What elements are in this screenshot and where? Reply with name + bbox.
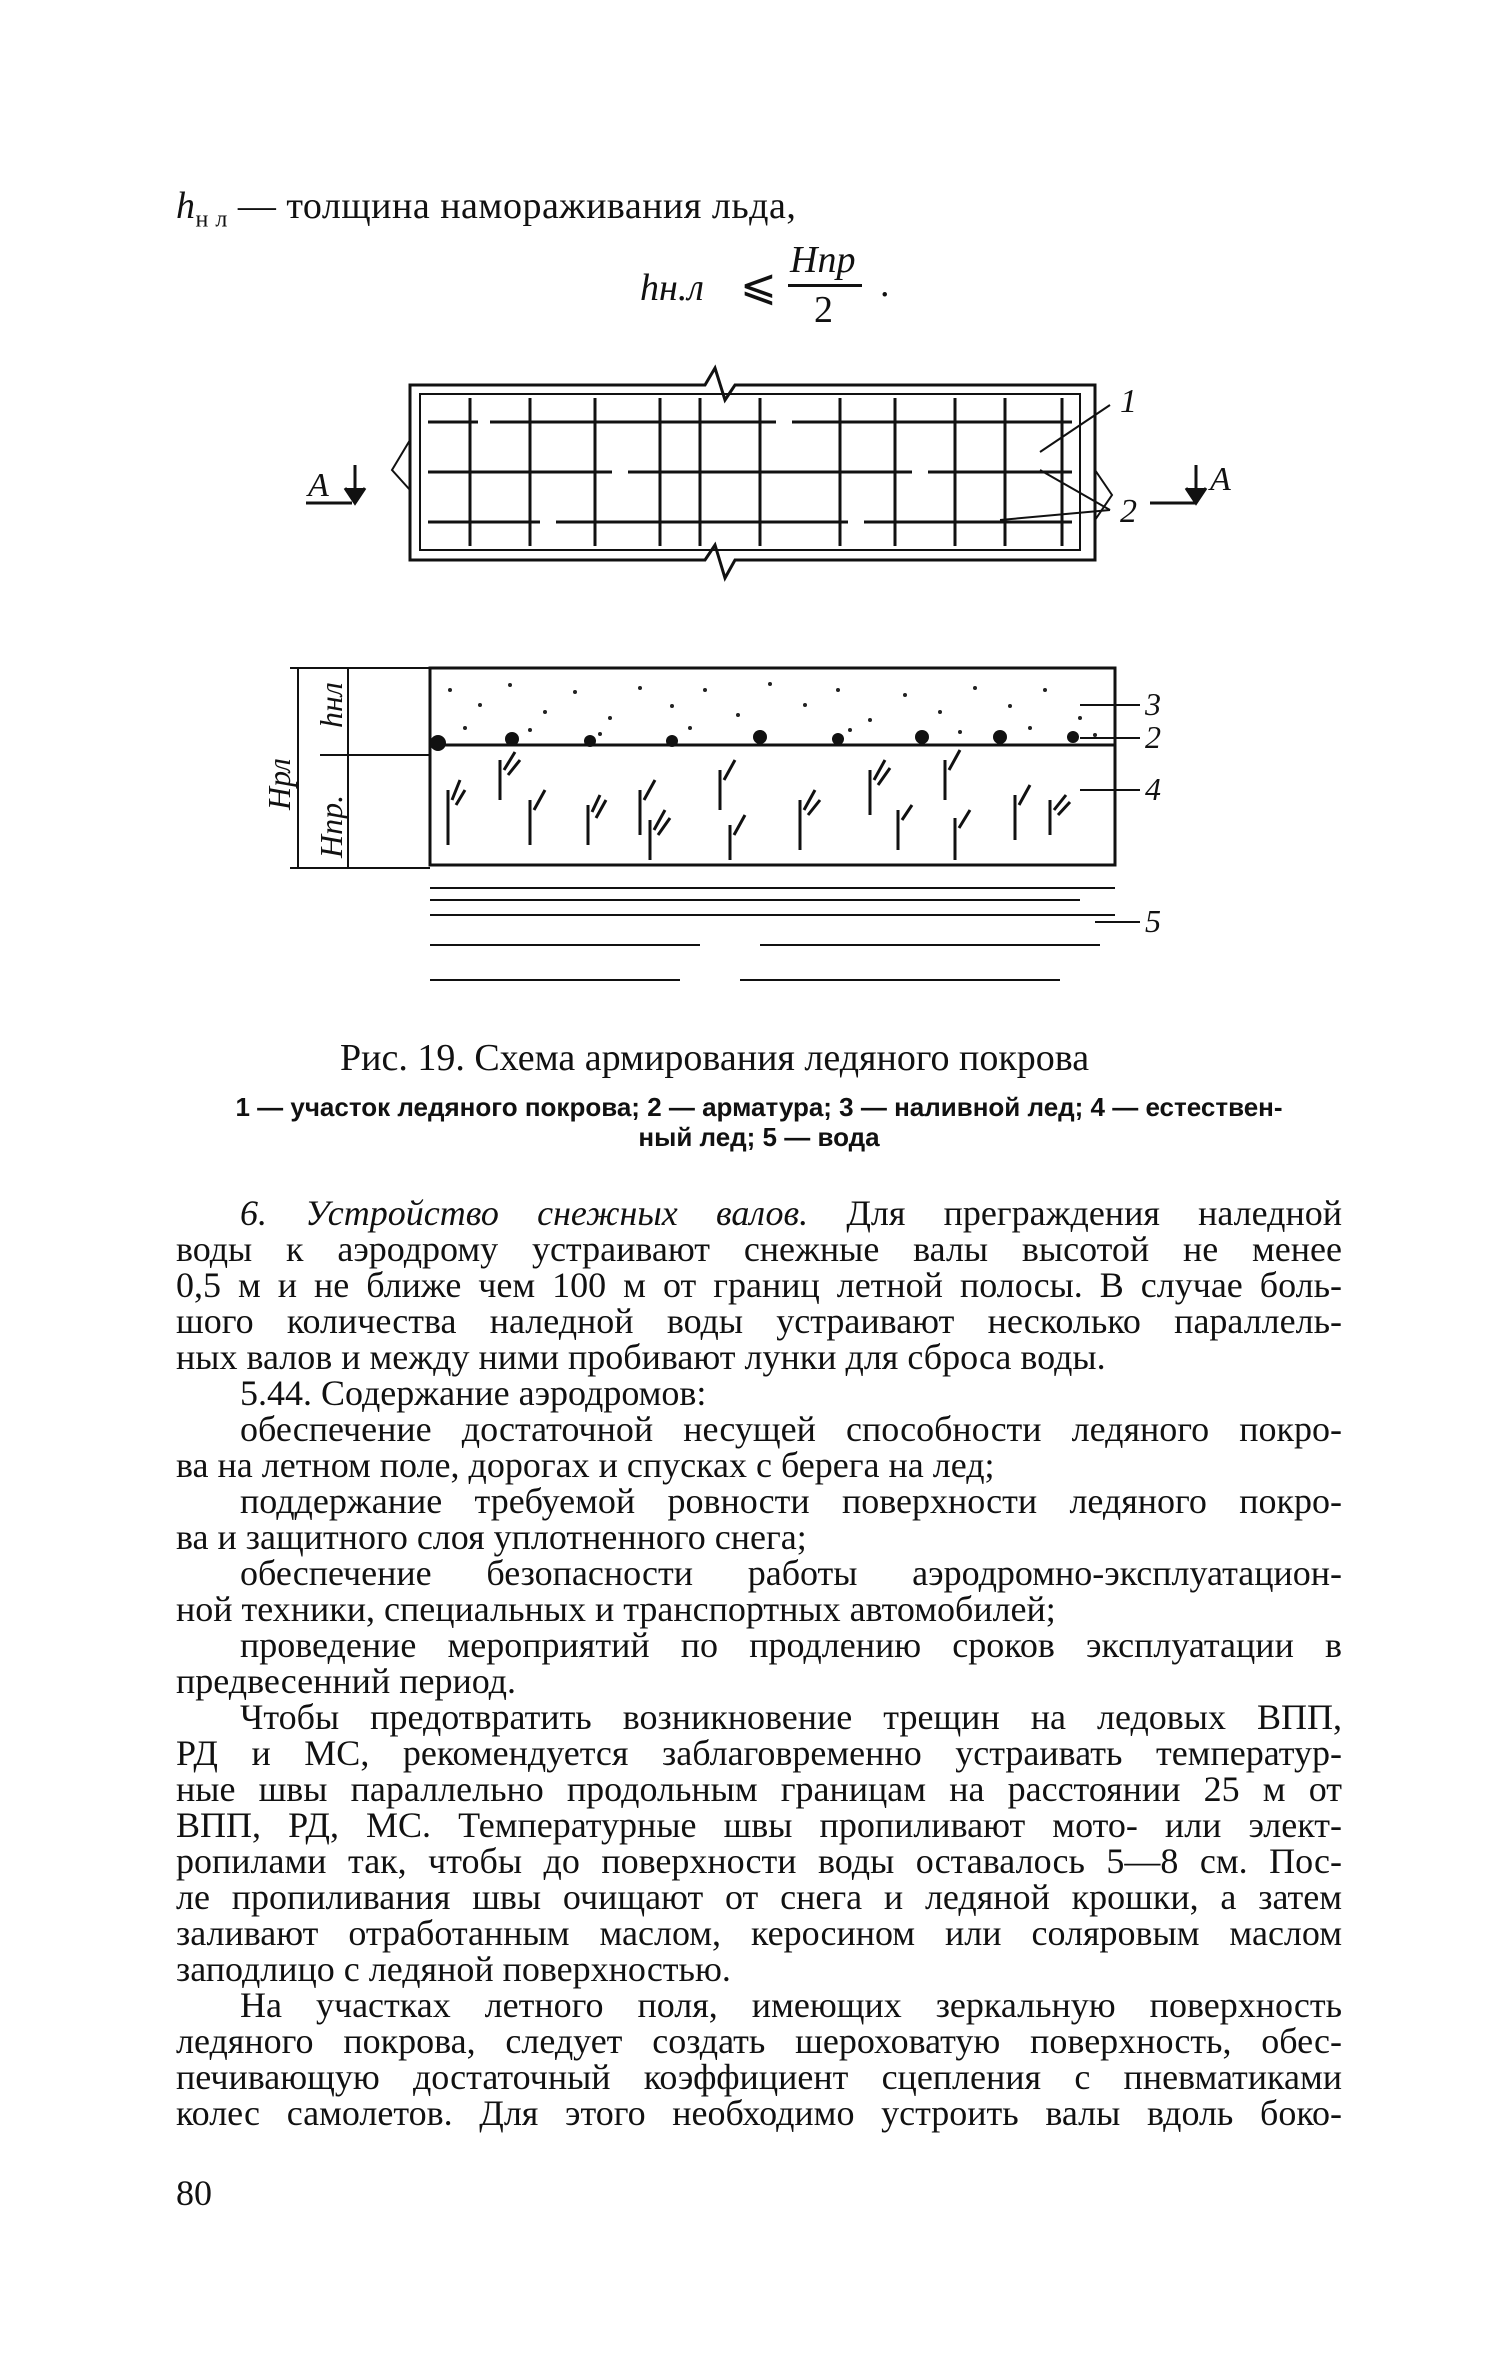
dim-h-nl: hнл xyxy=(313,682,349,728)
formula-lhs: hн.л xyxy=(640,267,704,309)
formula-end: . xyxy=(880,263,890,305)
text-line: ной техники, специальных и транспортных автомобилей; xyxy=(176,1589,1056,1629)
text-line: заподлицо с ледяной поверхностью. xyxy=(176,1949,731,1989)
dim-h-pl: Hрл xyxy=(261,758,297,810)
plan-labels xyxy=(306,383,1231,530)
text-line: ропилами так, чтобы до поверхности воды оставалось 5—8 см. Пос- xyxy=(176,1841,1342,1881)
legend-line-1: 1 — участок ледяного покрова; 2 — арматура; 3 — наливной лед; 4 — естествен- xyxy=(235,1092,1283,1122)
page-number: 80 xyxy=(176,2173,212,2213)
figure-legend xyxy=(176,1092,1342,1152)
poured-ice-stipple xyxy=(448,682,1097,737)
text-line: шого количества наледной воды устраивают несколько параллель- xyxy=(176,1301,1342,1341)
text-line: обеспечение безопасности работы аэродромно-эксплуатацион- xyxy=(240,1553,1342,1593)
intro-symbol-sub: н л xyxy=(195,206,228,233)
rebar-dots xyxy=(430,730,1079,751)
text-line: колес самолетов. Для этого необходимо устроить валы вдоль боко- xyxy=(176,2093,1342,2133)
text-line: ва на летном поле, дорогах и спусках с берега на лед; xyxy=(176,1445,995,1485)
section-5-44-heading: 5.44. Содержание аэродромов: xyxy=(240,1373,707,1413)
section-mark-right: A xyxy=(1210,461,1231,498)
snow-ridges-heading: 6. Устройство снежных валов. xyxy=(240,1193,809,1233)
plan-view xyxy=(306,368,1206,578)
section-mark-left: A xyxy=(308,467,329,504)
body-text xyxy=(176,1195,1342,2131)
text-line: проведение мероприятий по продлению сроков эксплуатации в xyxy=(240,1625,1342,1665)
text-line: ВПП, РД, МС. Температурные швы пропиливают мото- или элект- xyxy=(176,1805,1342,1845)
text-line: ле пропиливания швы очищают от снега и ледяной крошки, а затем xyxy=(176,1877,1342,1917)
label-poured-ice: 3 xyxy=(1145,686,1161,722)
formula-denominator: 2 xyxy=(814,289,833,331)
plan-label-1: 1 xyxy=(1120,383,1137,420)
text-line: воды к аэродрому устраивают снежные валы высотой не менее xyxy=(176,1229,1342,1269)
text-line: На участках летного поля, имеющих зеркальную поверхность xyxy=(240,1985,1342,2025)
figure-svg xyxy=(0,0,1500,1030)
formula-numerator: Hпр xyxy=(790,239,856,281)
label-rebar: 2 xyxy=(1145,719,1161,755)
text-line: РД и МС, рекомендуется заблаговременно устраивать температур- xyxy=(176,1733,1342,1773)
legend-line-2: ный лед; 5 — вода xyxy=(638,1122,880,1152)
natural-ice-hatching xyxy=(448,750,1070,860)
text-line: поддержание требуемой ровности поверхности ледяного покро- xyxy=(240,1481,1342,1521)
label-water: 5 xyxy=(1145,903,1161,939)
label-natural-ice: 4 xyxy=(1145,771,1161,807)
formula-relation: ⩽ xyxy=(740,261,777,310)
text-line: предвесенний период. xyxy=(176,1661,516,1701)
paragraph-snow-ridges xyxy=(176,1195,1342,1231)
text-line: обеспечение достаточной несущей способности ледяного покро- xyxy=(240,1409,1342,1449)
text-line: ледяного покрова, следует создать шероховатую поверхность, обес- xyxy=(176,2021,1342,2061)
text-line: ва и защитного слоя уплотненного снега; xyxy=(176,1517,807,1557)
dim-h-pr: Hпр. xyxy=(313,794,349,858)
text-line: печивающую достаточный коэффициент сцепления с пневматиками xyxy=(176,2057,1342,2097)
text-line: Для преграждения наледной xyxy=(808,1193,1342,1233)
figure-caption: Рис. 19. Схема армирования ледяного покрова xyxy=(340,1037,1090,1079)
text-line: 0,5 м и не ближе чем 100 м от границ летной полосы. В случае боль- xyxy=(176,1265,1342,1305)
text-line: Чтобы предотвратить возникновение трещин на ледовых ВПП, xyxy=(240,1697,1342,1737)
text-line: заливают отработанным маслом, керосином или соляровым маслом xyxy=(176,1913,1342,1953)
intro-text: — толщина намораживания льда, xyxy=(227,185,797,227)
text-line: ные швы параллельно продольным границам на расстоянии 25 м от xyxy=(176,1769,1342,1809)
plan-label-2: 2 xyxy=(1120,493,1137,530)
cross-section xyxy=(290,668,1140,980)
text-line: ных валов и между ними пробивают лунки для сброса воды. xyxy=(176,1337,1106,1377)
intro-symbol: h xyxy=(176,185,196,227)
